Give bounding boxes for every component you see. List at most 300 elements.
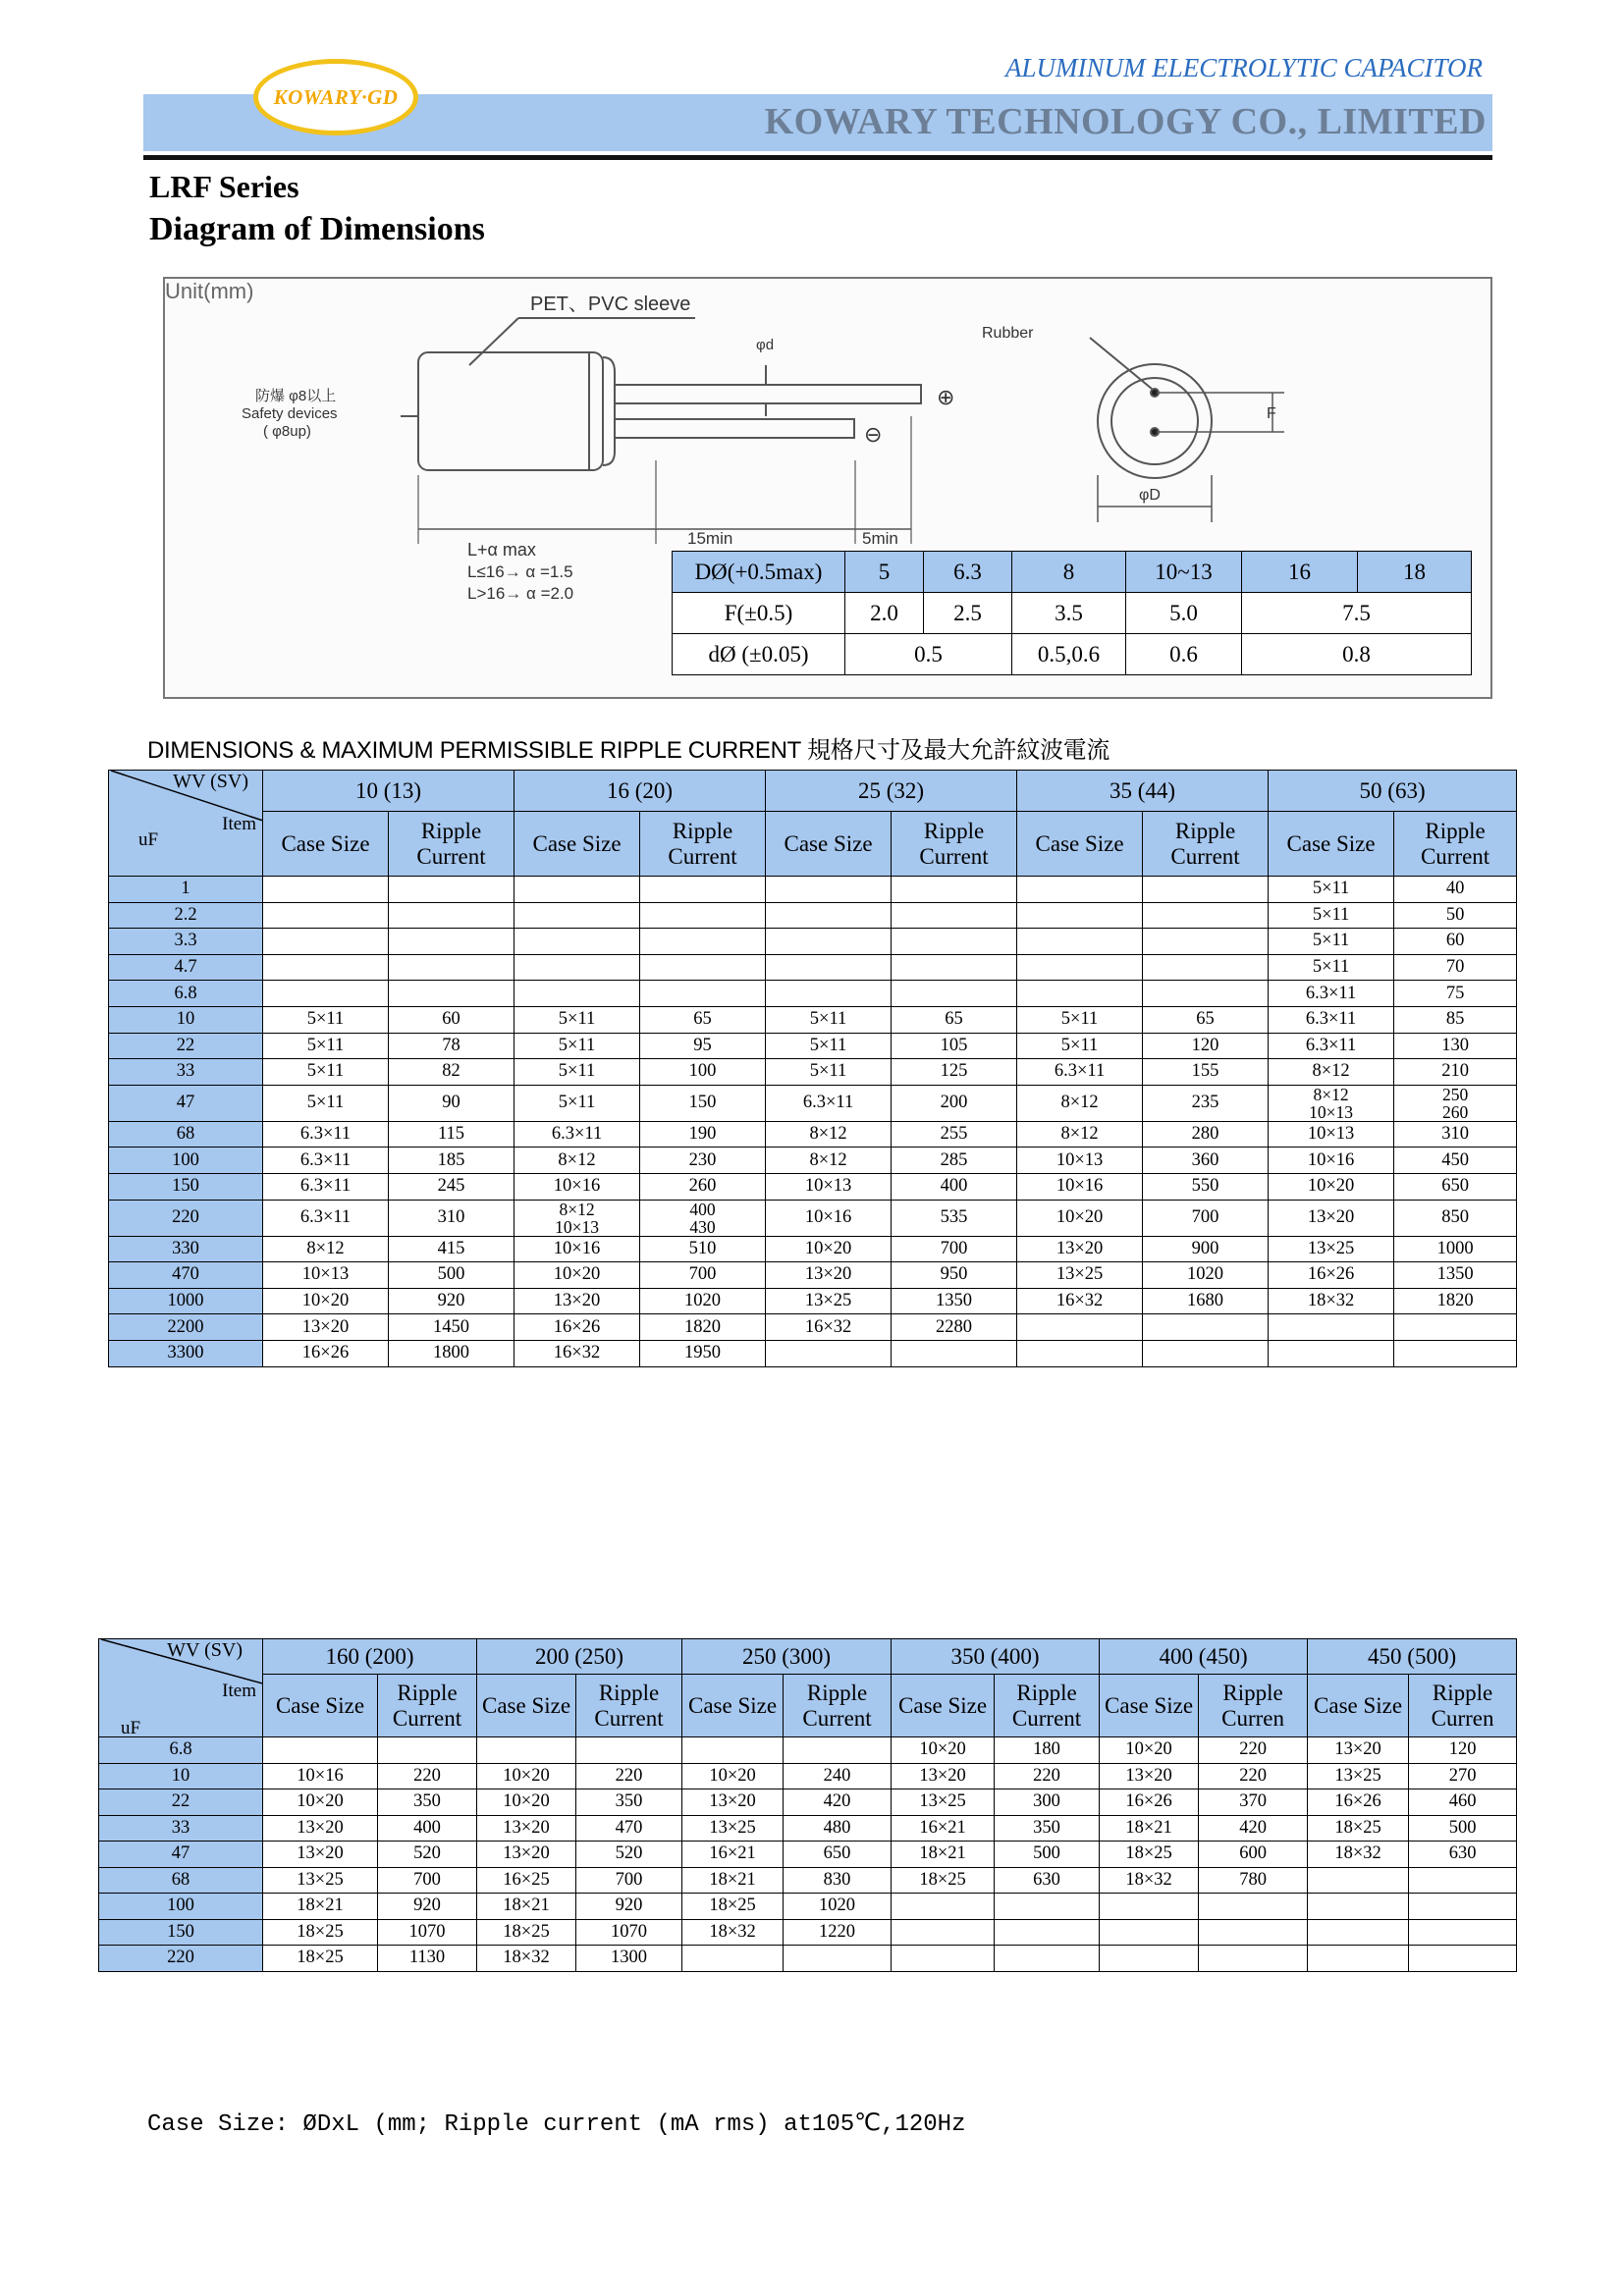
case-size-cell	[1308, 1894, 1409, 1920]
ripple-current-cell: 350	[576, 1789, 682, 1816]
ripple-current-cell	[1409, 1919, 1517, 1946]
case-size-cell: 5×11	[1269, 877, 1394, 903]
case-size-cell	[766, 929, 892, 955]
case-size-cell: 18×21	[892, 1842, 995, 1868]
case-size-cell: 13×25	[1308, 1763, 1409, 1789]
ripple-current-cell: 450	[1394, 1148, 1517, 1174]
case-size-cell: 13×20	[263, 1314, 389, 1341]
col-case-size: Case Size	[766, 812, 892, 877]
case-size-cell: 5×11	[1017, 1033, 1143, 1059]
case-size-cell	[1100, 1894, 1199, 1920]
case-size-cell: 16×26	[263, 1340, 389, 1366]
safety-label-3: ( φ8up)	[263, 423, 311, 440]
company-name: KOWARY TECHNOLOGY CO., LIMITED	[764, 101, 1487, 142]
case-size-cell	[1269, 1340, 1394, 1366]
ripple-current-cell: 65	[1143, 1006, 1269, 1033]
case-size-cell: 10×16	[514, 1173, 640, 1200]
ripple-current-cell: 470	[576, 1815, 682, 1842]
col-ripple-current: Ripple Current	[892, 812, 1017, 877]
ripple-current-cell: 360	[1143, 1148, 1269, 1174]
col-ripple-current: Ripple Curren	[1409, 1675, 1517, 1737]
ripple-current-cell: 650	[784, 1842, 892, 1868]
positive-terminal-icon: ⊕	[937, 385, 955, 409]
ripple-current-cell	[1143, 1314, 1269, 1341]
ripple-current-cell: 1820	[640, 1314, 766, 1341]
case-size-cell	[892, 1919, 995, 1946]
lead-positive	[615, 385, 921, 403]
ripple-current-cell: 220	[1199, 1737, 1308, 1764]
end-view-outer	[1098, 364, 1212, 478]
case-size-cell: 16×21	[682, 1842, 784, 1868]
ripple-current-cell	[1143, 1340, 1269, 1366]
ripple-current-cell: 115	[389, 1121, 514, 1148]
case-size-cell	[1017, 981, 1143, 1007]
ripple-current-cell	[640, 877, 766, 903]
col-case-size: Case Size	[263, 1675, 378, 1737]
case-size-cell: 10×20	[1269, 1173, 1394, 1200]
table-row	[109, 902, 1517, 929]
case-size-cell: 6.3×11	[263, 1148, 389, 1174]
ripple-current-cell: 105	[892, 1033, 1017, 1059]
case-size-cell: 10×16	[514, 1236, 640, 1262]
table-row	[109, 929, 1517, 955]
case-size-cell: 10×20	[263, 1288, 389, 1314]
case-size-cell: 10×13	[766, 1173, 892, 1200]
ripple-current-cell	[1409, 1946, 1517, 1972]
case-size-cell	[1269, 1314, 1394, 1341]
ripple-current-cell	[892, 954, 1017, 981]
ripple-current-cell: 310	[1394, 1121, 1517, 1148]
case-size-cell	[263, 981, 389, 1007]
ripple-current-cell	[1199, 1894, 1308, 1920]
capacitance-cell: 2.2	[109, 902, 263, 929]
case-size-cell: 6.3×11	[263, 1173, 389, 1200]
case-size-cell	[514, 929, 640, 955]
ripple-current-cell: 630	[1409, 1842, 1517, 1868]
table-row	[109, 1288, 1517, 1314]
case-size-cell: 18×25	[1308, 1815, 1409, 1842]
ripple-current-cell: 1450	[389, 1314, 514, 1341]
ripple-current-cell	[784, 1946, 892, 1972]
ripple-current-cell	[389, 902, 514, 929]
case-size-cell	[892, 1894, 995, 1920]
ripple-current-cell: 120	[1409, 1737, 1517, 1764]
capacitance-cell: 10	[99, 1763, 263, 1789]
table-row	[109, 1059, 1517, 1086]
case-size-cell: 18×32	[477, 1946, 576, 1972]
ripple-current-cell: 250 260	[1394, 1085, 1517, 1121]
col-case-size: Case Size	[1308, 1675, 1409, 1737]
case-size-cell: 10×13	[1017, 1148, 1143, 1174]
case-size-cell: 13×20	[263, 1842, 378, 1868]
series-title: LRF Series	[149, 169, 299, 204]
case-size-cell	[892, 1946, 995, 1972]
case-size-cell: 16×26	[1308, 1789, 1409, 1816]
ripple-current-cell	[995, 1946, 1100, 1972]
logo-text: KOWARY·GD	[273, 84, 399, 109]
capacitance-cell: 10	[109, 1006, 263, 1033]
case-size-cell: 5×11	[514, 1085, 640, 1121]
case-size-cell: 13×20	[1100, 1763, 1199, 1789]
case-size-cell: 16×32	[514, 1340, 640, 1366]
ripple-current-cell: 180	[995, 1737, 1100, 1764]
case-size-cell: 5×11	[263, 1059, 389, 1086]
col-case-size: Case Size	[1269, 812, 1394, 877]
ripple-current-cell	[1143, 929, 1269, 955]
ripple-current-cell	[784, 1737, 892, 1764]
ripple-current-cell: 630	[995, 1867, 1100, 1894]
capacitance-cell: 100	[99, 1894, 263, 1920]
ripple-current-cell: 1220	[784, 1919, 892, 1946]
document-subtitle: ALUMINUM ELECTROLYTIC CAPACITOR	[1004, 53, 1483, 82]
voltage-header: 160 (200)	[263, 1639, 477, 1675]
phi-d-label: φd	[756, 337, 775, 353]
ripple-current-cell	[1199, 1919, 1308, 1946]
case-size-cell: 6.3×11	[1017, 1059, 1143, 1086]
col-ripple-current: Ripple Current	[784, 1675, 892, 1737]
ripple-current-cell	[892, 902, 1017, 929]
ripple-current-cell: 1000	[1394, 1236, 1517, 1262]
case-size-cell: 13×20	[263, 1815, 378, 1842]
ripple-current-cell: 500	[1409, 1815, 1517, 1842]
case-size-cell: 6.3×11	[263, 1121, 389, 1148]
case-size-cell: 13×25	[1017, 1262, 1143, 1289]
ripple-current-cell: 270	[1409, 1763, 1517, 1789]
ripple-current-cell: 535	[892, 1200, 1017, 1236]
case-size-cell: 8×12	[1269, 1059, 1394, 1086]
ripple-current-cell	[892, 929, 1017, 955]
ripple-current-cell: 480	[784, 1815, 892, 1842]
case-size-cell: 13×20	[682, 1789, 784, 1816]
col-case-size: Case Size	[1017, 812, 1143, 877]
length-rule-2: L>16→ α =2.0	[467, 584, 574, 603]
case-size-cell: 18×21	[477, 1894, 576, 1920]
voltage-header: 200 (250)	[477, 1639, 682, 1675]
ripple-current-cell: 65	[640, 1006, 766, 1033]
ripple-current-cell: 400 430	[640, 1200, 766, 1236]
case-size-cell	[514, 877, 640, 903]
case-size-cell	[1100, 1919, 1199, 1946]
case-size-cell: 5×11	[263, 1033, 389, 1059]
ripple-current-cell	[640, 902, 766, 929]
case-size-cell: 16×25	[477, 1867, 576, 1894]
case-size-cell: 5×11	[514, 1059, 640, 1086]
case-size-cell: 18×21	[682, 1867, 784, 1894]
ripple-current-cell	[1394, 1314, 1517, 1341]
table-row	[109, 1314, 1517, 1341]
ripple-current-cell	[995, 1919, 1100, 1946]
case-size-cell: 16×26	[1100, 1789, 1199, 1816]
table-row	[99, 1946, 1517, 1972]
case-size-cell	[1017, 877, 1143, 903]
ripple-current-cell: 520	[378, 1842, 477, 1868]
ripple-current-cell: 1950	[640, 1340, 766, 1366]
col-case-size: Case Size	[477, 1675, 576, 1737]
ripple-current-cell: 700	[892, 1236, 1017, 1262]
ripple-current-cell: 85	[1394, 1006, 1517, 1033]
capacitance-cell: 68	[109, 1121, 263, 1148]
ripple-current-cell: 1680	[1143, 1288, 1269, 1314]
ripple-current-cell: 200	[892, 1085, 1017, 1121]
capacitance-cell: 33	[109, 1059, 263, 1086]
case-size-cell	[477, 1737, 576, 1764]
case-size-cell	[766, 981, 892, 1007]
ripple-current-cell: 130	[1394, 1033, 1517, 1059]
case-size-cell: 8×12	[514, 1148, 640, 1174]
case-size-cell: 18×32	[1308, 1842, 1409, 1868]
capacitance-cell: 6.8	[109, 981, 263, 1007]
case-size-cell: 16×26	[1269, 1262, 1394, 1289]
ripple-current-cell: 415	[389, 1236, 514, 1262]
case-size-cell: 18×32	[1269, 1288, 1394, 1314]
ripple-current-cell: 920	[576, 1894, 682, 1920]
case-size-cell	[263, 902, 389, 929]
case-size-cell	[1017, 929, 1143, 955]
capacitance-cell: 100	[109, 1148, 263, 1174]
case-size-cell: 13×20	[477, 1842, 576, 1868]
ripple-current-cell: 95	[640, 1033, 766, 1059]
capacitance-cell: 22	[109, 1033, 263, 1059]
case-size-cell: 18×25	[1100, 1842, 1199, 1868]
col-ripple-current: Ripple Current	[576, 1675, 682, 1737]
case-size-cell: 5×11	[766, 1006, 892, 1033]
case-size-cell: 13×20	[1017, 1236, 1143, 1262]
table-row	[109, 1006, 1517, 1033]
case-size-cell: 6.3×11	[1269, 981, 1394, 1007]
case-size-cell: 5×11	[1017, 1006, 1143, 1033]
case-size-cell	[1017, 954, 1143, 981]
case-size-cell: 13×20	[514, 1288, 640, 1314]
case-size-cell: 8×12	[263, 1236, 389, 1262]
table-row	[109, 1173, 1517, 1200]
ripple-current-cell: 255	[892, 1121, 1017, 1148]
table-row	[109, 1200, 1517, 1236]
ripple-current-cell: 520	[576, 1842, 682, 1868]
case-size-cell: 18×25	[263, 1919, 378, 1946]
col-case-size: Case Size	[514, 812, 640, 877]
case-size-cell	[1308, 1946, 1409, 1972]
length-label: L+α max	[467, 540, 536, 560]
case-size-cell: 5×11	[1269, 902, 1394, 929]
lead-length-label: 15min	[687, 529, 733, 548]
ripple-current-cell	[892, 877, 1017, 903]
case-size-cell: 6.3×11	[263, 1200, 389, 1236]
ripple-current-cell: 230	[640, 1148, 766, 1174]
sleeve-label: PET、PVC sleeve	[530, 294, 691, 315]
spec-row-lead-diameter: dØ (±0.05) 0.5 0.5,0.6 0.6 0.8	[673, 634, 1472, 675]
case-size-cell	[263, 877, 389, 903]
case-size-cell	[263, 954, 389, 981]
case-size-cell: 13×20	[1308, 1737, 1409, 1764]
capacitance-cell: 1	[109, 877, 263, 903]
ripple-current-cell: 1800	[389, 1340, 514, 1366]
spec-row-spacing: F(±0.5) 2.0 2.5 3.5 5.0 7.5	[673, 593, 1472, 634]
case-size-cell: 10×20	[1100, 1737, 1199, 1764]
case-size-cell: 8×12	[1017, 1121, 1143, 1148]
ripple-current-cell: 310	[389, 1200, 514, 1236]
ripple-current-cell: 370	[1199, 1789, 1308, 1816]
table-row	[99, 1842, 1517, 1868]
col-ripple-current: Ripple Current	[995, 1675, 1100, 1737]
ripple-current-cell: 700	[640, 1262, 766, 1289]
case-size-cell: 5×11	[1269, 954, 1394, 981]
capacitance-cell: 3.3	[109, 929, 263, 955]
case-size-cell	[1100, 1946, 1199, 1972]
case-size-cell: 16×26	[514, 1314, 640, 1341]
case-size-cell	[1017, 1314, 1143, 1341]
ripple-current-cell: 60	[1394, 929, 1517, 955]
case-size-cell: 10×20	[1017, 1200, 1143, 1236]
ripple-current-cell: 1820	[1394, 1288, 1517, 1314]
voltage-header: 25 (32)	[766, 771, 1017, 812]
safety-label-2: Safety devices	[242, 405, 338, 422]
case-size-cell: 6.3×11	[1269, 1033, 1394, 1059]
capacitance-cell: 330	[109, 1236, 263, 1262]
ripple-current-cell	[378, 1737, 477, 1764]
case-size-cell: 8×12	[766, 1148, 892, 1174]
ripple-current-cell: 830	[784, 1867, 892, 1894]
ripple-current-cell: 1070	[378, 1919, 477, 1946]
capacitance-cell: 3300	[109, 1340, 263, 1366]
ripple-current-cell	[1409, 1894, 1517, 1920]
lead-negative	[615, 419, 854, 438]
ripple-current-cell: 1020	[784, 1894, 892, 1920]
voltage-header: 450 (500)	[1308, 1639, 1517, 1675]
ripple-current-cell	[1143, 902, 1269, 929]
case-size-cell: 13×25	[682, 1815, 784, 1842]
ripple-current-cell: 300	[995, 1789, 1100, 1816]
table2-corner: WV (SV) Item uF	[99, 1639, 263, 1737]
case-size-cell: 8×12	[766, 1121, 892, 1148]
case-size-cell: 5×11	[514, 1006, 640, 1033]
ripple-current-cell	[1143, 877, 1269, 903]
voltage-header: 350 (400)	[892, 1639, 1100, 1675]
ripple-current-cell: 190	[640, 1121, 766, 1148]
capacitance-cell: 47	[99, 1842, 263, 1868]
diagram-title: Diagram of Dimensions	[149, 211, 485, 247]
ripple-current-cell: 220	[995, 1763, 1100, 1789]
safety-label-1: 防爆 φ8以上	[255, 388, 337, 404]
ripple-current-cell: 155	[1143, 1059, 1269, 1086]
rubber-label: Rubber	[982, 325, 1034, 342]
case-size-cell	[263, 1737, 378, 1764]
spec-row-diameter: DØ(+0.5max) 5 6.3 8 10~13 16 18	[673, 552, 1472, 593]
f-label: F	[1267, 405, 1276, 422]
case-size-cell: 10×20	[477, 1763, 576, 1789]
table1-corner: WV (SV) Item uF	[109, 771, 263, 877]
ripple-current-cell	[1199, 1946, 1308, 1972]
case-size-cell: 8×12	[1017, 1085, 1143, 1121]
case-size-cell: 18×32	[682, 1919, 784, 1946]
ripple-current-cell: 285	[892, 1148, 1017, 1174]
capacitance-cell: 22	[99, 1789, 263, 1816]
ripple-current-cell: 1350	[892, 1288, 1017, 1314]
length-rule-1: L≤16→ α =1.5	[467, 562, 573, 581]
case-size-cell: 10×20	[682, 1763, 784, 1789]
case-size-cell	[514, 981, 640, 1007]
case-size-cell: 13×20	[892, 1763, 995, 1789]
case-size-cell: 16×32	[766, 1314, 892, 1341]
table-row	[99, 1894, 1517, 1920]
ripple-current-cell	[389, 877, 514, 903]
unit-label: Unit(mm)	[165, 279, 254, 303]
case-size-cell: 13×20	[766, 1262, 892, 1289]
case-size-cell: 13×20	[1269, 1200, 1394, 1236]
ripple-current-cell: 1020	[640, 1288, 766, 1314]
case-size-cell: 6.3×11	[514, 1121, 640, 1148]
capacitance-cell: 33	[99, 1815, 263, 1842]
table-row	[99, 1763, 1517, 1789]
sleeve-leader	[469, 318, 695, 365]
ripple-current-cell: 600	[1199, 1842, 1308, 1868]
ripple-current-cell: 650	[1394, 1173, 1517, 1200]
ripple-current-cell: 210	[1394, 1059, 1517, 1086]
capacitance-cell: 470	[109, 1262, 263, 1289]
ripple-current-cell: 420	[784, 1789, 892, 1816]
negative-terminal-icon: ⊖	[864, 422, 883, 447]
case-size-cell	[682, 1946, 784, 1972]
table-row	[109, 1236, 1517, 1262]
ripple-current-cell: 1020	[1143, 1262, 1269, 1289]
capacitance-cell: 1000	[109, 1288, 263, 1314]
ripple-current-cell: 1300	[576, 1946, 682, 1972]
case-size-cell: 18×21	[263, 1894, 378, 1920]
case-size-cell: 13×25	[766, 1288, 892, 1314]
case-size-cell	[1017, 1340, 1143, 1366]
case-size-cell	[766, 877, 892, 903]
table-row	[109, 1148, 1517, 1174]
ripple-table-high-voltage	[98, 1638, 1517, 1972]
header-divider	[143, 155, 1492, 160]
voltage-header: 16 (20)	[514, 771, 766, 812]
col-case-size: Case Size	[892, 1675, 995, 1737]
voltage-header: 10 (13)	[263, 771, 514, 812]
ripple-current-cell	[892, 981, 1017, 1007]
ripple-current-cell	[389, 981, 514, 1007]
case-size-cell: 10×20	[477, 1789, 576, 1816]
ripple-current-cell: 82	[389, 1059, 514, 1086]
case-size-cell: 8×12 10×13	[514, 1200, 640, 1236]
case-size-cell: 10×20	[514, 1262, 640, 1289]
ripple-current-cell: 90	[389, 1085, 514, 1121]
ripple-current-cell: 1070	[576, 1919, 682, 1946]
ripple-current-cell: 700	[1143, 1200, 1269, 1236]
ripple-current-cell	[640, 929, 766, 955]
case-size-cell	[1017, 902, 1143, 929]
case-size-cell: 10×13	[1269, 1121, 1394, 1148]
ripple-current-cell: 350	[995, 1815, 1100, 1842]
case-size-cell: 10×20	[263, 1789, 378, 1816]
col-ripple-current: Ripple Curren	[1199, 1675, 1308, 1737]
col-case-size: Case Size	[263, 812, 389, 877]
ripple-current-cell: 60	[389, 1006, 514, 1033]
table-row	[109, 1121, 1517, 1148]
ripple-current-cell: 500	[389, 1262, 514, 1289]
case-size-cell: 5×11	[263, 1085, 389, 1121]
case-size-cell: 18×25	[263, 1946, 378, 1972]
ripple-current-cell: 420	[1199, 1815, 1308, 1842]
case-size-cell: 18×21	[1100, 1815, 1199, 1842]
sleeve-end	[603, 357, 615, 465]
ripple-current-cell: 65	[892, 1006, 1017, 1033]
ripple-current-cell	[892, 1340, 1017, 1366]
ripple-current-cell: 550	[1143, 1173, 1269, 1200]
case-size-cell: 16×21	[892, 1815, 995, 1842]
case-size-cell: 6.3×11	[766, 1085, 892, 1121]
col-ripple-current: Ripple Current	[389, 812, 514, 877]
ripple-current-cell: 150	[640, 1085, 766, 1121]
ripple-current-cell	[389, 929, 514, 955]
